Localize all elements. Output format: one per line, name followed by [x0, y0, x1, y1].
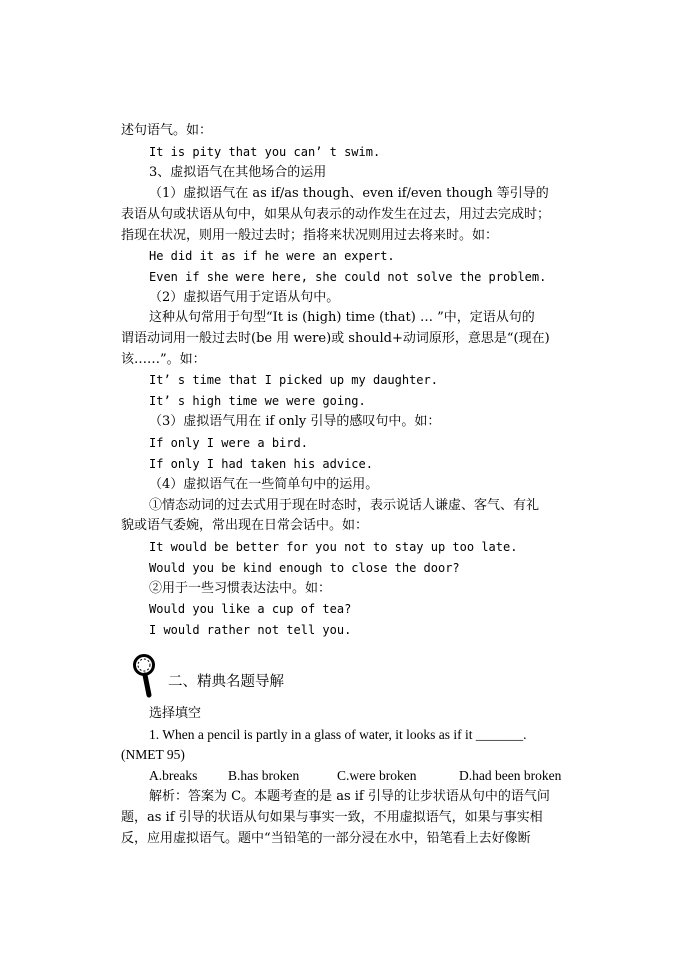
analysis-line: 解析：答案为 C。本题考查的是 as if 引导的让步状语从句中的语气问: [149, 789, 550, 804]
answer-options: [149, 766, 579, 786]
paragraph-line: ①情态动词的过去式用于现在时态时，表示说话人谦虚、客气、有礼: [149, 498, 540, 513]
paragraph-line: 谓语动词用一般过去时(be 用 were)或 should+动词原形，意思是“(现在): [121, 331, 550, 346]
option-c: C.were broken: [337, 768, 417, 783]
paragraph-line: （3）虚拟语气用在 if only 引导的感叹句中。如：: [149, 414, 441, 429]
paragraph-line: （2）虚拟语气用于定语从句中。: [149, 290, 340, 305]
example-sentence: It would be better for you not to stay up too late.: [149, 540, 518, 554]
option-b: B.has broken: [228, 768, 300, 783]
section-heading: 二、精典名题导解: [168, 674, 284, 690]
example-sentence: It’ s time that I picked up my daughter.: [149, 373, 438, 387]
option-a: A.breaks: [149, 768, 198, 783]
magnifier-icon: [130, 652, 162, 698]
paragraph-line: （1）虚拟语气在 as if/as though、even if/even though 等引导的: [149, 186, 549, 201]
paragraph-line: 述句语气。如：: [121, 123, 213, 138]
option-d: D.had been broken: [459, 768, 562, 783]
example-sentence: I would rather not tell you.: [149, 623, 352, 637]
analysis-line: 反，应用虚拟语气。题中“当铅笔的一部分浸在水中，铅笔看上去好像断: [121, 831, 531, 846]
example-sentence: It’ s high time we were going.: [149, 394, 366, 408]
analysis-line: 题，as if 引导的状语从句如果与事实一致，不用虚拟语气，如果与事实相: [121, 810, 543, 825]
question-stem: 1. When a pencil is partly in a glass of water, it looks as if it _______.: [149, 727, 527, 742]
paragraph-line: ②用于一些习惯表达法中。如：: [149, 581, 332, 596]
paragraph-line: 指现在状况，则用一般过去时；指将来状况则用过去将来时。如：: [121, 228, 499, 243]
paragraph-line: （4）虚拟语气在一些简单句中的运用。: [149, 477, 379, 492]
question-source: (NMET 95): [121, 747, 185, 762]
example-sentence: It is pity that you can’ t swim.: [149, 145, 381, 159]
example-sentence: He did it as if he were an expert.: [149, 249, 395, 263]
example-sentence: If only I had taken his advice.: [149, 457, 373, 471]
paragraph-line: 表语从句或状语从句中，如果从句表示的动作发生在过去，用过去完成时；: [121, 207, 551, 222]
question-type-label: 选择填空: [149, 706, 202, 721]
section-subheading: 3、虚拟语气在其他场合的运用: [149, 165, 327, 180]
example-sentence: Would you like a cup of tea?: [149, 602, 352, 616]
example-sentence: Even if she were here, she could not solve the problem.: [149, 270, 547, 284]
paragraph-line: 貌或语气委婉，常出现在日常会话中。如：: [121, 518, 369, 533]
example-sentence: If only I were a bird.: [149, 436, 308, 450]
paragraph-line: 该……”。如：: [121, 352, 206, 367]
example-sentence: Would you be kind enough to close the door?: [149, 561, 460, 575]
paragraph-line: 这种从句常用于句型“It is (high) time (that) … ”中，定语从句的: [149, 310, 535, 325]
